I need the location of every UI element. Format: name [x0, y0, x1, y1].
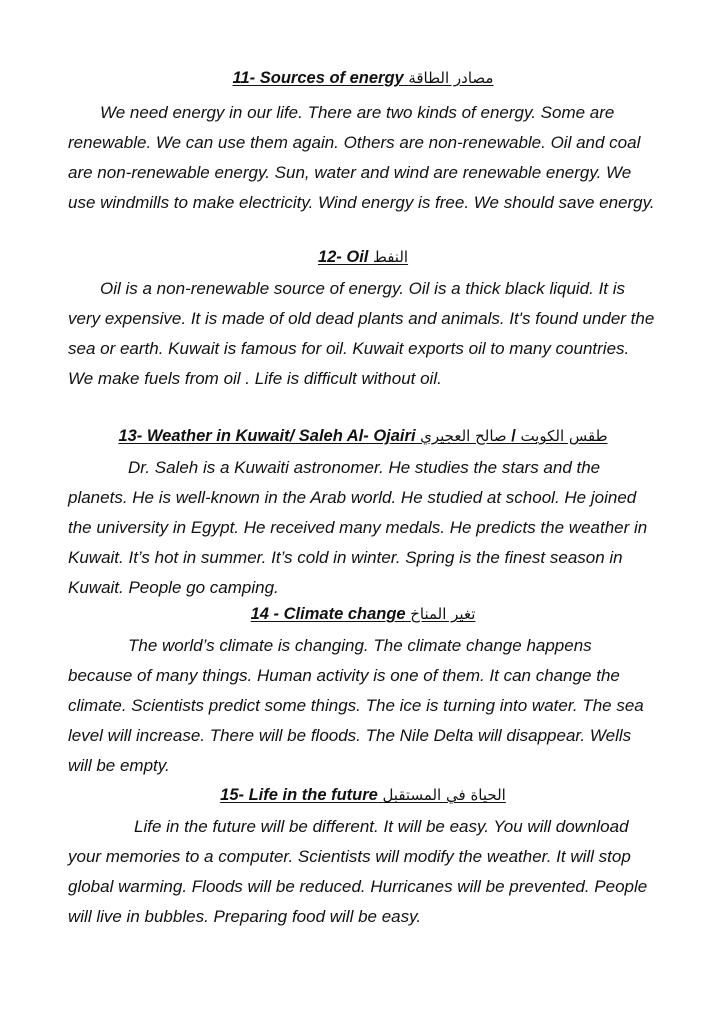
section-title-arabic: الحياة في المستقبل: [382, 786, 506, 804]
section-title-arabic-name: صالح العجيري: [420, 427, 507, 445]
section-title-arabic: النفط: [372, 248, 409, 266]
section-title-english: 11- Sources of energy: [232, 69, 404, 87]
section-title-english: 12- Oil: [317, 248, 369, 266]
section-climate-change: [68, 604, 658, 781]
section-paragraph: We need energy in our life. There are two kinds of energy. Some are renewable. We can use them again. Others are non-renewable. Oil and coal are non-renewable energy. Sun, water and wind are renewable energy. We use windmills to make electricity. Wind energy is free. We should save energy.: [68, 103, 655, 212]
section-title-separator: /: [511, 427, 516, 445]
section-title-english: 13- Weather in Kuwait/ Saleh Al- Ojairi: [118, 427, 416, 445]
section-title-arabic: مصادر الطاقة: [408, 69, 494, 87]
section-title-english: 15- Life in the future: [220, 786, 378, 804]
section-paragraph: Life in the future will be different. It will be easy. You will download your memories to a computer. Scientists will modify the weather. It will stop global warming. Floods will be reduced. Hurricanes will be prevented. People will live in bubbles. Preparing food will be easy.: [68, 817, 648, 926]
section-title-arabic: تغير المناخ: [410, 605, 476, 623]
section-weather-in-kuwait: [68, 426, 658, 603]
section-paragraph: The world’s climate is changing. The climate change happens because of many things. Human activity is one of them. It can change the climate. Scientists predict some things. The ice is turning into water. The sea level will increase. There will be floods. The Nile Delta will disappear. Wells will be empty.: [68, 636, 644, 775]
section-title-arabic: طقس الكويت: [520, 427, 608, 445]
section-title: [68, 426, 658, 448]
section-title: [68, 604, 658, 626]
section-paragraph: Oil is a non-renewable source of energy. Oil is a thick black liquid. It is very expensive. It is made of old dead plants and animals. It's found under the sea or earth. Kuwait is famous for oil. Kuwait exports oil to many countries. We make fuels from oil . Life is difficult without oil.: [68, 279, 655, 388]
section-title: [68, 68, 658, 90]
section-paragraph: Dr. Saleh is a Kuwaiti astronomer. He studies the stars and the planets. He is well-known in the Arab world. He studied at school. He joined the university in Egypt. He received many medals. He predicts the weather in Kuwait. It’s hot in summer. It’s cold in winter. Spring is the finest season in Kuwait. People go camping.: [68, 458, 648, 597]
section-oil: [68, 247, 658, 394]
section-title-english: 14 - Climate change: [250, 605, 406, 623]
section-title: [68, 247, 658, 269]
section-title: [68, 785, 658, 807]
section-life-in-the-future: [68, 785, 658, 932]
section-sources-of-energy: [68, 68, 658, 218]
